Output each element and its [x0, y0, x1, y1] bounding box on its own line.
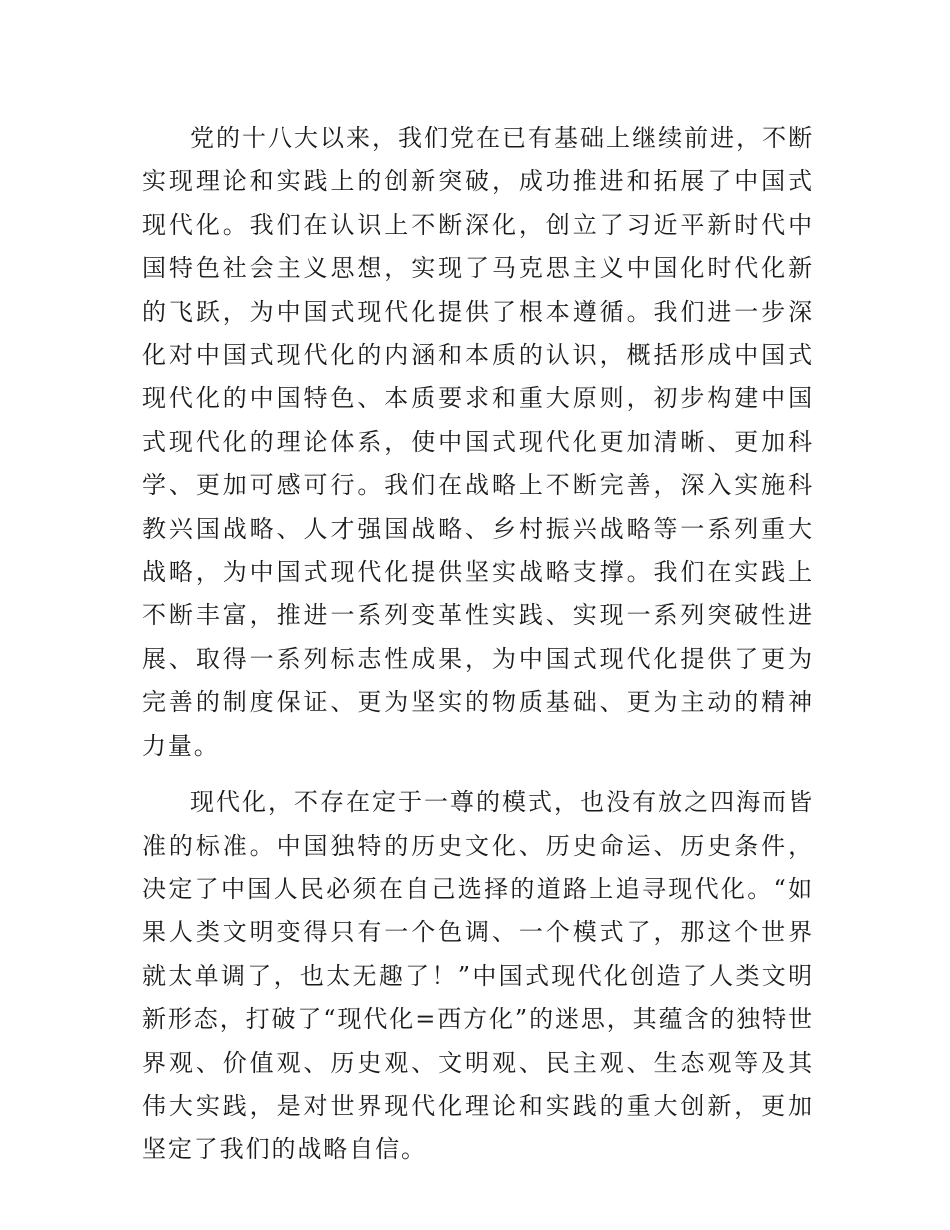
- paragraph-1: 党的十八大以来，我们党在已有基础上继续前进，不断实现理论和实践上的创新突破，成功推进和拓展了中国式现代化。我们在认识上不断深化，创立了习近平新时代中国特色社会主义思想，实现了马克思主义中国化时代化新的飞跃，为中国式现代化提供了根本遵循。我们进一步深化对中国式现代化的内涵和本质的认识，概括形成中国式现代化的中国特色、本质要求和重大原则，初步构建中国式现代化的理论体系，使中国式现代化更加清晰、更加科学、更加可感可行。我们在战略上不断完善，深入实施科教兴国战略、人才强国战略、乡村振兴战略等一系列重大战略，为中国式现代化提供坚实战略支撑。我们在实践上不断丰富，推进一系列变革性实践、实现一系列突破性进展、取得一系列标志性成果，为中国式现代化提供了更为完善的制度保证、更为坚实的物质基础、更为主动的精神力量。: [142, 124, 814, 760]
- document-body: [142, 117, 814, 1172]
- paragraph-2: 现代化，不存在定于一尊的模式，也没有放之四海而皆准的标准。中国独特的历史文化、历史命运、历史条件，决定了中国人民必须在自己选择的道路上追寻现代化。“如果人类文明变得只有一个色调、一个模式了，那这个世界就太单调了，也太无趣了！”中国式现代化创造了人类文明新形态，打破了“现代化=西方化”的迷思，其蕴含的独特世界观、价值观、历史观、文明观、民主观、生态观等及其伟大实践，是对世界现代化理论和实践的重大创新，更加坚定了我们的战略自信。: [142, 788, 814, 1164]
